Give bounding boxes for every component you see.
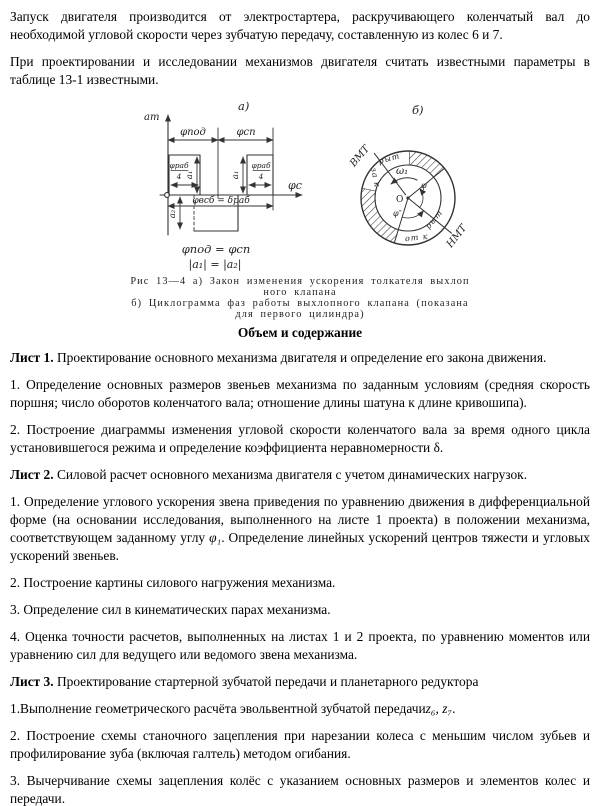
sheet2-item-1-text: 1. Определение углового ускорения звена приведения по уравнению движения в дифференциальной форме (на основании исследования, выполненного на листе 1 проекта) в положении механизма, соответствующем заданному углу xyxy=(10,494,590,545)
vmt-label: ВМТ xyxy=(348,143,373,170)
sheet3-item-1-math: z₆, z₇ xyxy=(425,701,453,716)
sheet2-title-rest: Силовой расчет основного механизма двигателя с учетом динамических нагрузок. xyxy=(53,467,528,482)
ring-text-open-1: от к xyxy=(404,231,430,244)
sheet2-title-bold: Лист 2. xyxy=(10,467,54,482)
y-axis-label: aт xyxy=(144,112,160,123)
sheet3-item-1-tail: . xyxy=(452,701,456,716)
rotation-arrow xyxy=(391,178,417,184)
right-fraction-numerator: φраб xyxy=(251,161,271,170)
intro-paragraph-2: При проектировании и исследовании механизмов двигателя считать известными параметры в таблице 13-1 известными. xyxy=(10,54,590,87)
sheet3-item-1 xyxy=(10,700,590,718)
sheet1-title-rest: Проектирование основного механизма двигателя и определение его закона движения. xyxy=(53,350,547,365)
sheet2-item-4: 4. Оценка точности расчетов, выполненных на листах 1 и 2 проекта, по уравнению моментов или уравнению сил для ведущего или ведомого звена механизма. xyxy=(10,629,590,662)
ring-text-closed-2: рыт xyxy=(377,151,402,166)
figure-drawing xyxy=(10,98,600,276)
nmt-label: НМТ xyxy=(444,222,470,250)
caption-line: для первого цилиндра) xyxy=(235,309,365,320)
section-heading: Объем и содержание xyxy=(237,325,363,340)
x-axis-label: φc xyxy=(288,179,302,192)
dim-lift-label: φпод xyxy=(180,127,206,138)
a2-label: a₂ xyxy=(168,209,178,219)
ring-text-open-2: рыт xyxy=(423,207,445,231)
center-label: О xyxy=(396,195,404,205)
sheet2-item-1-math: φ₁ xyxy=(209,530,222,545)
phi-second-label: φ″ xyxy=(393,209,402,218)
left-a1-label: a₁ xyxy=(185,170,195,180)
sheet3-item-1-text: 1.Выполнение геометрического расчёта эвольвентной зубчатой передачи xyxy=(10,701,426,716)
sheet1-title-bold: Лист 1. xyxy=(10,350,54,365)
sheet2-title xyxy=(10,466,590,484)
sheet3-title-rest: Проектирование стартерной зубчатой передачи и планетарного редуктора xyxy=(53,674,479,689)
diagram-a xyxy=(144,99,302,272)
sheet3-item-2: 2. Построение схемы станочного зацепления при нарезании колеса с меньшим числом зубьев и профилирование зуба (включая галтель) методом огибания. xyxy=(10,728,590,761)
sheet1-item-1: 1. Определение основных размеров звеньев механизма по заданным условиям (средняя скорость поршня; число оборотов коленчатого вала; отношение длины шатуна к длине кривошипа). xyxy=(10,377,590,410)
sheet2-item-1 xyxy=(10,493,590,565)
intro-paragraph-1: Запуск двигателя производится от электростартера, раскручивающего коленчатый вал до необходимой угловой скорости через зубчатую передачу, составленную из колес 6 и 7. xyxy=(10,9,590,42)
equation-phi: φпод = φсп xyxy=(181,242,251,256)
center-point xyxy=(406,196,409,199)
caption-line: б) Циклограмма фаз работы выхлопного клапана (показана xyxy=(131,298,469,309)
dwell-dim-label: φвсб = δраб xyxy=(192,196,250,206)
sheet3-title xyxy=(10,673,590,691)
figure-caption xyxy=(10,276,590,320)
right-fraction-denominator: 4 xyxy=(258,172,264,181)
figure-13-4 xyxy=(10,98,590,322)
omega-label: ω₁ xyxy=(396,166,409,177)
dim-lower-label: φсп xyxy=(236,127,256,138)
sheet3-title-bold: Лист 3. xyxy=(10,674,54,689)
right-a1-label: a₁ xyxy=(231,170,241,180)
ring-text-closed-1: за к xyxy=(368,166,382,189)
diagram-b xyxy=(347,103,470,251)
sheet1-item-2: 2. Построение диаграммы изменения угловой скорости коленчатого вала за время одного цикла установившегося режима и определение коэффициента неравномерности δ. xyxy=(10,422,590,455)
sheet2-item-1-tail: . Определение линейных ускорений центров тяжести и угловых ускорений звеньев. xyxy=(10,530,590,563)
sheet3-item-3: 3. Вычерчивание схемы зацепления колёс с указанием основных размеров и элементов колес и передачи. xyxy=(10,773,590,806)
sheet2-item-3: 3. Определение сил в кинематических парах механизма. xyxy=(10,602,331,617)
left-fraction-numerator: φраб xyxy=(169,161,189,170)
diagram-b-label: б) xyxy=(412,103,424,117)
caption-line: ного клапана xyxy=(263,287,337,298)
left-fraction-denominator: 4 xyxy=(176,172,182,181)
angle-arc-2 xyxy=(402,211,423,218)
sheet2-item-2: 2. Построение картины силового нагружения механизма. xyxy=(10,575,336,590)
diagram-a-label: а) xyxy=(238,99,250,113)
document-page xyxy=(10,8,590,806)
caption-line: Рис 13—4 а) Закон изменения ускорения толкателя выхлоп xyxy=(130,276,470,287)
sheet1-title xyxy=(10,349,590,367)
angle-arc-1 xyxy=(420,189,423,208)
equation-a: |a₁| = |a₂| xyxy=(188,258,242,271)
phi-prime-label: φ′ xyxy=(421,181,429,190)
